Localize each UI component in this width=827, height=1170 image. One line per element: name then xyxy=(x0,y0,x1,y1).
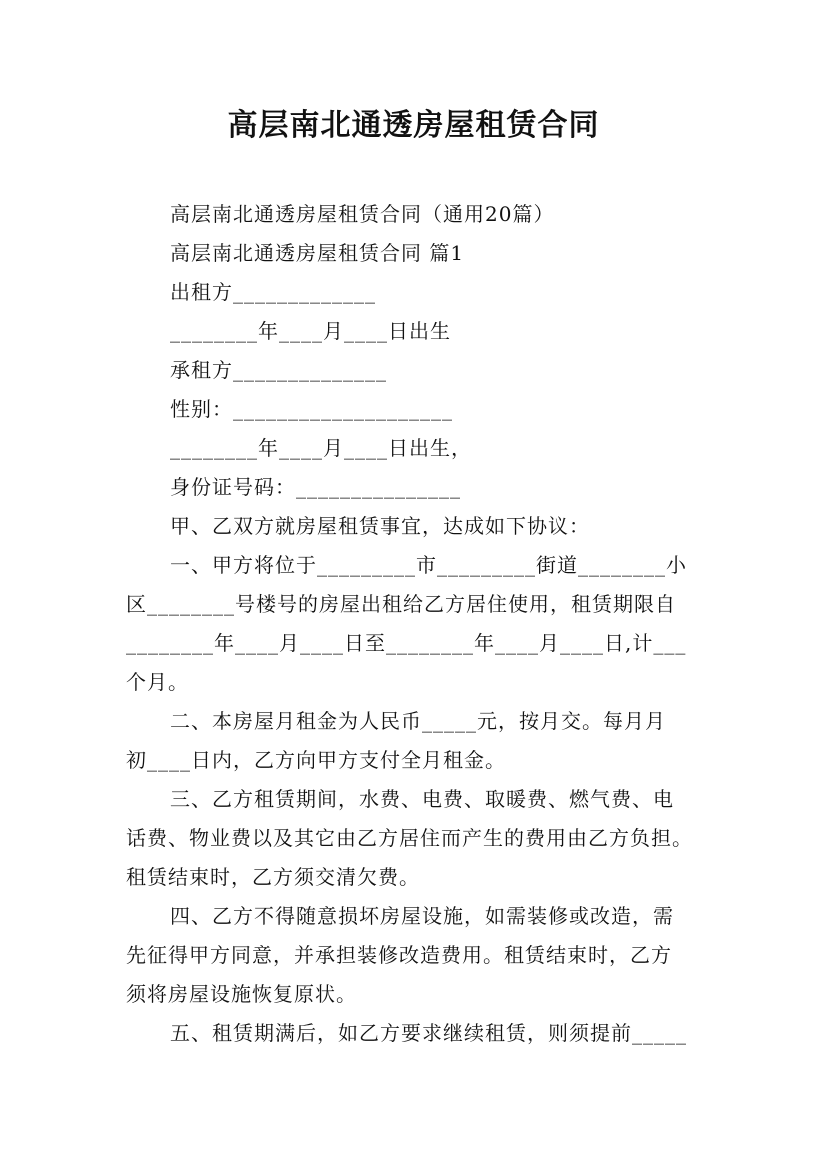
clause-1-line-1: 一、甲方将位于_________市_________街道________小 xyxy=(170,553,687,577)
clause-4-line-1: 四、乙方不得随意损坏房屋设施，如需装修或改造，需 xyxy=(170,904,674,928)
clause-1-line-3: ________年____月____日至________年____月____日,计___ xyxy=(126,631,687,655)
lessor-birthdate-field: ________年____月____日出生 xyxy=(170,319,451,343)
agreement-intro: 甲、乙双方就房屋租赁事宜，达成如下协议： xyxy=(170,514,590,538)
clause-2-line-2: 初____日内，乙方向甲方支付全月租金。 xyxy=(126,748,506,772)
clause-1-line-4: 个月。 xyxy=(126,670,189,694)
document-title: 高层南北通透房屋租赁合同 xyxy=(227,108,600,143)
clause-2-line-1: 二、本房屋月租金为人民币_____元，按月交。每月月 xyxy=(170,709,666,733)
id-number-field: 身份证号码：_______________ xyxy=(170,475,461,499)
clause-4-line-3: 须将房屋设施恢复原状。 xyxy=(126,982,357,1006)
clause-3-line-1: 三、乙方租赁期间，水费、电费、取暖费、燃气费、电 xyxy=(170,787,674,811)
lessor-field: 出租方_____________ xyxy=(170,280,376,304)
gender-field: 性别：____________________ xyxy=(170,397,453,421)
clause-4-line-2: 先征得甲方同意，并承担装修改造费用。租赁结束时，乙方 xyxy=(126,943,672,967)
clause-3-line-2: 话费、物业费以及其它由乙方居住而产生的费用由乙方负担。 xyxy=(126,826,693,850)
clause-5-line-1: 五、租赁期满后，如乙方要求继续租赁，则须提前_____ xyxy=(170,1021,687,1045)
clause-3-line-3: 租赁结束时，乙方须交清欠费。 xyxy=(126,865,420,889)
lessee-field: 承租方______________ xyxy=(170,358,387,382)
lessee-birthdate-field: ________年____月____日出生， xyxy=(170,436,472,460)
clause-1-line-2: 区________号楼号的房屋出租给乙方居住使用，租赁期限自 xyxy=(126,592,676,616)
subtitle-line: 高层南北通透房屋租赁合同（通用20篇） xyxy=(170,202,555,226)
section-heading: 高层南北通透房屋租赁合同 篇1 xyxy=(170,241,465,265)
